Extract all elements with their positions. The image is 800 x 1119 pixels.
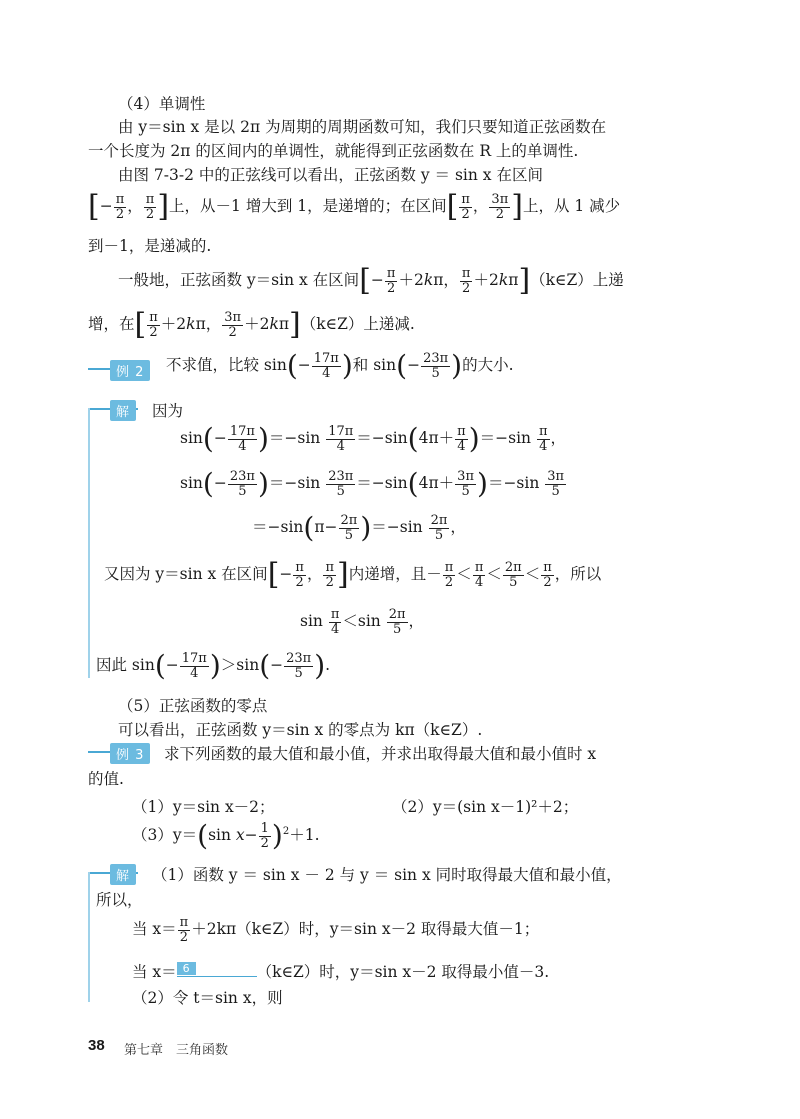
example3-line1: 求下列函数的最大值和最小值，并求出取得最大值和最小值时 x: [164, 745, 597, 763]
solution3-line2: 所以，: [96, 891, 143, 909]
solution2-because: 因为: [152, 402, 184, 420]
equation-line-1: sin(− $\frac{17\pi}{4}$ )＝−sin $\frac{17\pi}{4}$ ＝−sin(4π＋ $\frac{\pi}{4}$ )＝−sin $\frac{\pi}{4}$ ，: [180, 422, 567, 456]
example3-line2: 的值.: [88, 770, 124, 788]
solution3-when-max: 当 x＝ $\frac{\pi}{2}$ ＋2kπ（k∈Z）时，y＝sin x－2 取得最大值－1；: [132, 915, 540, 945]
solution2-side-bar: [88, 408, 90, 678]
example3-item2: （2）y＝(sin x－1)²＋2；: [392, 798, 579, 816]
answer-blank[interactable]: [177, 962, 257, 977]
solution3-item2: （2）令 t＝sin x，则: [132, 989, 283, 1007]
page-number: 38: [88, 1037, 105, 1054]
example3-item1: （1）y＝sin x－2；: [132, 798, 275, 816]
para1-line1: 由 y＝sin x 是以 2π 为周期的周期函数可知，我们只要知道正弦函数在: [118, 118, 607, 136]
para2-line2: [− $\frac{\pi}{2}$ ， $\frac{\pi}{2}$ ]上，从－1 增大到 1，是递增的；在区间[ $\frac{\pi}{2}$ ， $\frac{3\pi}{2}$ ]上，从 1 减少: [88, 189, 621, 224]
para2-line3: 到－1，是递减的.: [88, 237, 212, 255]
para3-line1: 一般地，正弦函数 y＝sin x 在区间[− $\frac{\pi}{2}$ ＋2kπ， $\frac{\pi}{2}$ ＋2kπ]（k∈Z）上递: [118, 263, 624, 298]
solution3-line1: （1）函数 y ＝ sin x － 2 与 y ＝ sin x 同时取得最大值和最小值，: [152, 866, 622, 884]
blank-number: 6: [177, 962, 196, 975]
solution2-conclusion: 因此 sin(− $\frac{17\pi}{4}$ )＞sin(− $\frac{23\pi}{5}$ ).: [96, 649, 331, 683]
example2-question: 不求值，比较 sin(− $\frac{17\pi}{4}$ )和 sin(− $\frac{23\pi}{5}$ )的大小.: [166, 349, 514, 383]
equation-line-4: sin $\frac{\pi}{4}$ ＜sin $\frac{2\pi}{5}$ ，: [300, 607, 425, 637]
solution3-tag: 解: [110, 864, 136, 885]
section-heading-monotonicity: （4）单调性: [118, 95, 206, 113]
example2-tag: 例 2: [110, 360, 150, 381]
example3-tag: 例 3: [110, 743, 150, 764]
para1-line2: 一个长度为 2π 的区间内的单调性，就能得到正弦函数在 R 上的单调性.: [88, 142, 579, 160]
solution3-side-bar: [88, 872, 90, 1002]
zero-text: 可以看出，正弦函数 y＝sin x 的零点为 kπ（k∈Z）.: [118, 721, 483, 739]
para3-line2: 增，在[ $\frac{\pi}{2}$ ＋2kπ， $\frac{3\pi}{2}$ ＋2kπ]（k∈Z）上递减.: [88, 307, 415, 342]
chapter-footer: 第七章 三角函数: [124, 1043, 229, 1058]
section-heading-zeros: （5）正弦函数的零点: [118, 697, 268, 715]
solution2-tag: 解: [110, 400, 136, 421]
para2-line1: 由图 7-3-2 中的正弦线可以看出，正弦函数 y ＝ sin x 在区间: [118, 166, 543, 184]
solution3-when-min: 当 x＝ 6 （k∈Z）时，y＝sin x－2 取得最小值－3.: [132, 962, 550, 981]
equation-line-3: ＝−sin(π− $\frac{2\pi}{5}$ )＝−sin $\frac{2\pi}{5}$ ，: [252, 511, 466, 545]
example3-item3: （3）y＝(sin x− $\frac{1}{2}$ )$^2$＋1.: [132, 819, 320, 853]
equation-line-2: sin(− $\frac{23\pi}{5}$ )＝−sin $\frac{23\pi}{5}$ ＝−sin(4π＋ $\frac{3\pi}{5}$ )＝−sin $\frac{3\pi}{5}$: [180, 467, 565, 501]
solution2-again-line: 又因为 y＝sin x 在区间[− $\frac{\pi}{2}$ ， $\frac{\pi}{2}$ ]内递增，且－ $\frac{\pi}{2}$ ＜ $\frac{\pi}{4}$ ＜ $\frac{2\pi}{5}$ ＜ $\frac{\pi}{2}$ ，所以: [104, 557, 602, 592]
